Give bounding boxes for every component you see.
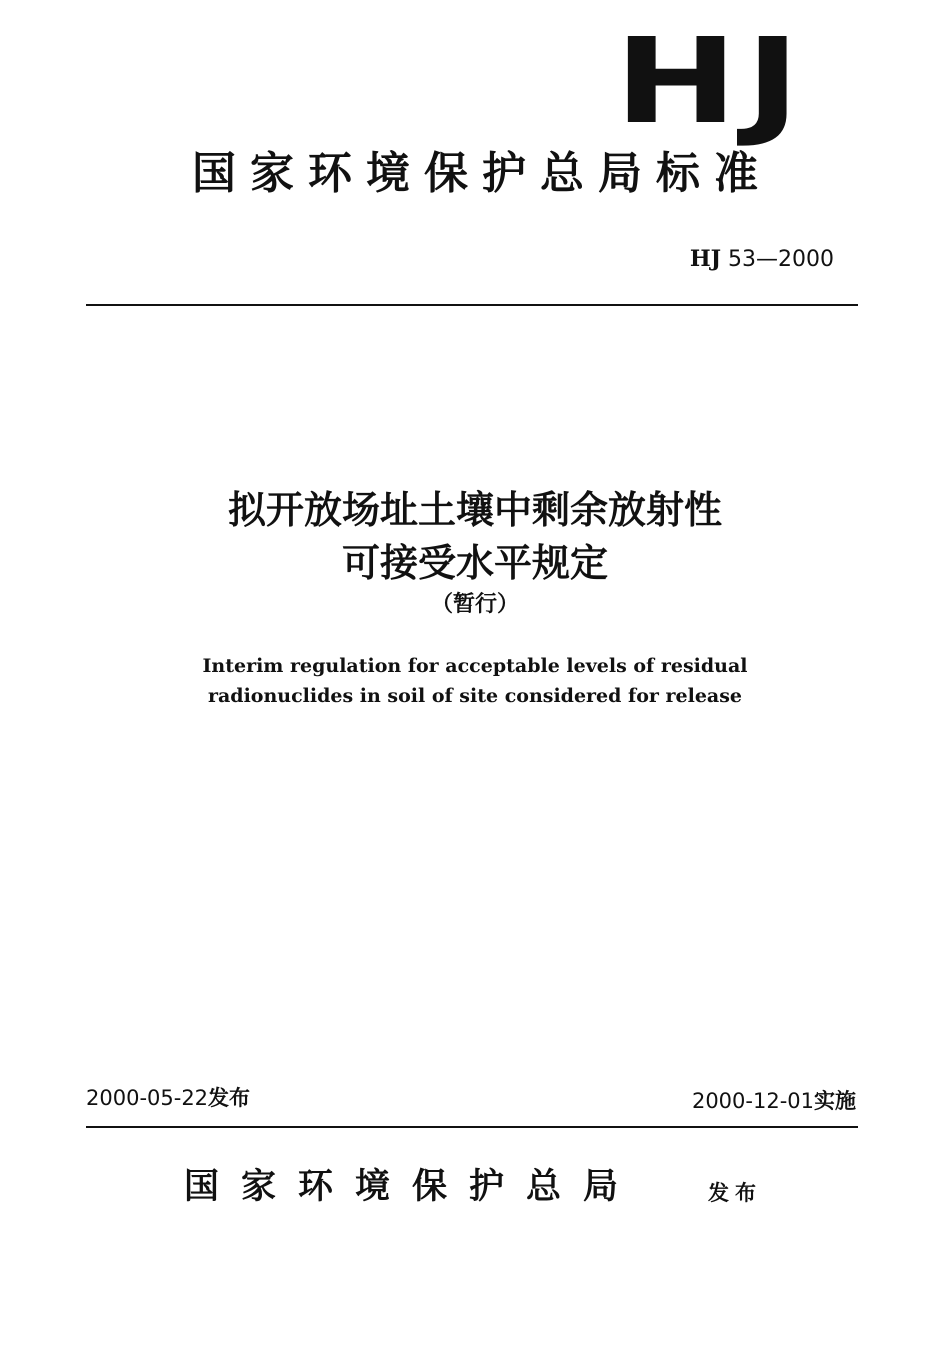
issue-date [86,1087,250,1110]
standard-code-prefix: HJ [689,246,722,272]
chinese-title-line-1: 拟开放场址土壤中剩余放射性 [227,488,722,532]
effective-date [692,1090,856,1113]
effective-date-label: 实施 [814,1089,856,1113]
issue-date-value: 2000-05-22 [86,1086,209,1110]
english-title-line-1: Interim regulation for acceptable levels of residual [202,655,748,677]
agency-standard-title: 国家环境保护总局标准 [192,148,772,199]
standard-code [690,247,834,272]
english-title-line-2: radionuclides in soil of site considered for release [207,685,743,707]
effective-date-value: 2000-12-01 [691,1089,814,1113]
issue-date-label: 发布 [208,1086,251,1110]
chinese-title-line-2: 可接受水平规定 [341,541,608,585]
standard-code-number: 53—2000 [728,247,834,272]
bottom-divider [86,1126,858,1128]
footer-release-label: 发布 [708,1181,762,1205]
top-divider [86,304,858,306]
hj-logo: HJ [614,12,808,150]
interim-note: （暂行） [430,592,519,617]
footer-agency: 国家环境保护总局 [184,1166,641,1207]
